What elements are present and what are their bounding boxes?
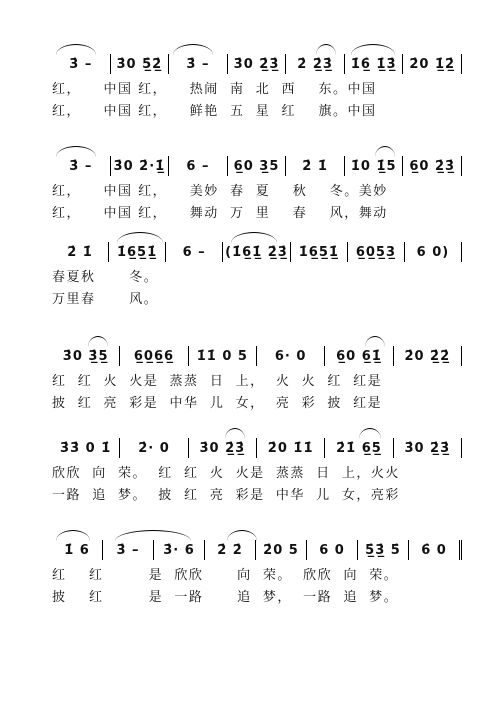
notes: 6̲0̲6̲6̲ (133, 348, 175, 364)
notes: 3̇0 2̲̇3̲̇ (404, 440, 451, 456)
notes: 3̇ – (69, 158, 93, 174)
measure (257, 438, 325, 458)
measure (228, 156, 287, 176)
notes: 3̇· 6 (163, 542, 195, 558)
measure (286, 54, 345, 74)
notes: 2̇ 2̲̇3̲̇ (297, 56, 333, 72)
lyric-verse-1: 欣欣 向 荣。 红 红 火 火是 蒸蒸 日 上，火火 (52, 466, 400, 481)
notes: 6̲0 2̲̇3̲̇ (409, 158, 456, 174)
notes: 6̲0 3̲5 (233, 158, 280, 174)
note-row (52, 540, 462, 560)
measure (103, 540, 154, 560)
lyric-verse-1: 红 红 是 欣欣 向 荣。 欣欣 向 荣。 (52, 568, 399, 583)
notes: 3̇0 2̲̇3̲̇ (233, 56, 280, 72)
measure (345, 156, 404, 176)
lyric-verse-2: 披 红 是 一路 追 梦， 一路 追 梦。 (52, 590, 399, 605)
measure (325, 438, 393, 458)
measure (403, 156, 462, 176)
measure (120, 438, 188, 458)
measure (52, 156, 111, 176)
notes: 6̇ 0 (421, 542, 447, 558)
measure (52, 540, 103, 560)
notes: 2̇0 1̲̇2̲̇ (409, 56, 456, 72)
notes: 1̇6̲5̲1̲̇ (116, 244, 158, 260)
notes: 3̇0 2̇·1̲̇ (113, 158, 166, 174)
score-line-3 (52, 228, 462, 318)
lyric-verse-1: 红 红 火 火是 蒸蒸 日 上， 火 火 红 红是 (52, 374, 383, 389)
notes: 1̇1̇ 0 5 (196, 348, 248, 364)
measure (256, 540, 307, 560)
lyric-verse-1: 红， 中国 红， 热闹 南 北 西 东。中国 (52, 82, 377, 97)
notes: 6· 0 (274, 348, 307, 364)
measure (52, 346, 120, 366)
measure (348, 242, 405, 262)
lyric-verse-2: 万里春 风。 (52, 292, 159, 307)
notes: 2̇0 5 (263, 542, 299, 558)
measure (169, 156, 228, 176)
notes: 6 – (182, 244, 206, 260)
measure (166, 242, 223, 262)
measure (345, 54, 404, 74)
notes: 2̇0 1̇1̇ (267, 440, 314, 456)
lyric-verse-2: 红， 中国 红， 舞动 万 里 春 风，舞动 (52, 206, 388, 221)
notes: 1̇ 6 (64, 542, 90, 558)
score-line-2 (52, 142, 462, 232)
measure (291, 242, 348, 262)
notes: 6 0) (416, 244, 450, 260)
notes: 3̇0 5̲̇2̲̇ (116, 56, 163, 72)
measure (52, 54, 111, 74)
notes: 6 – (186, 158, 210, 174)
score-line-5 (52, 424, 462, 514)
notes: 3̇0 3̲̇5̲ (62, 348, 109, 364)
measure (286, 156, 345, 176)
lyric-verse-1: 红， 中国 红， 美妙 春 夏 秋 冬。美妙 (52, 184, 388, 199)
notes: 1̇6̲5̲1̲̇ (298, 244, 339, 260)
notes: 6̲0̲5̲3̲ (355, 244, 396, 260)
measure (307, 540, 358, 560)
notes: (1̇6̲1̲̇ 2̲̇3̲̇ (225, 244, 288, 260)
measure (111, 156, 170, 176)
note-row (52, 54, 462, 74)
notes: 2̇ 1̇ (302, 158, 328, 174)
notes: 1̇6̲̇ 1̲̇3̲̇ (350, 56, 397, 72)
notes: 6 0 (319, 542, 345, 558)
notes: 2̇ 2̇ (217, 542, 243, 558)
notes: 3̇3̇ 0 1̇ (60, 440, 112, 456)
measure (120, 346, 188, 366)
notes: 2̇· 0 (138, 440, 170, 456)
notes: 3̇ – (69, 56, 93, 72)
measure (394, 346, 462, 366)
measure (257, 346, 325, 366)
measure (223, 242, 291, 262)
lyric-verse-2: 一路 追 梦。 披 红 亮 彩是 中华 儿 女，亮彩 (52, 488, 400, 503)
measure (169, 54, 228, 74)
note-row (52, 346, 462, 366)
measure (52, 242, 109, 262)
measure (403, 54, 462, 74)
lyric-verse-2: 披 红 亮 彩是 中华 儿 女， 亮 彩 披 红是 (52, 396, 383, 411)
notes: 2̇ 1̇ (67, 244, 93, 260)
measure (111, 54, 170, 74)
notes: 5̲̇3̲̇ 5̇ (365, 542, 401, 558)
notes: 3̇ – (186, 56, 210, 72)
notes: 3̇ – (116, 542, 140, 558)
notes: 2̇0 2̲̇2̲̇ (404, 348, 451, 364)
note-row (52, 242, 462, 262)
measure (405, 242, 462, 262)
score-line-4 (52, 332, 462, 422)
measure (394, 438, 462, 458)
score-line-1 (52, 40, 462, 130)
measure (325, 346, 393, 366)
notes: 1̇0 1̲̇5 (350, 158, 397, 174)
notes: 3̇0 2̲̇3̲̇ (199, 440, 246, 456)
measure-final (409, 540, 462, 560)
measure (52, 438, 120, 458)
note-row (52, 156, 462, 176)
measure (189, 438, 257, 458)
measure (205, 540, 256, 560)
notes: 6̲0 6̲1̲̇ (336, 348, 382, 364)
measure (154, 540, 205, 560)
lyric-verse-2: 红， 中国 红， 鲜艳 五 星 红 旗。中国 (52, 104, 377, 119)
measure (189, 346, 257, 366)
note-row (52, 438, 462, 458)
measure (358, 540, 409, 560)
score-line-6 (52, 526, 462, 616)
lyric-verse-1: 春夏秋 冬。 (52, 270, 159, 285)
measure (228, 54, 287, 74)
notes: 2̇1̇ 6̲5̲ (336, 440, 382, 456)
measure (109, 242, 166, 262)
